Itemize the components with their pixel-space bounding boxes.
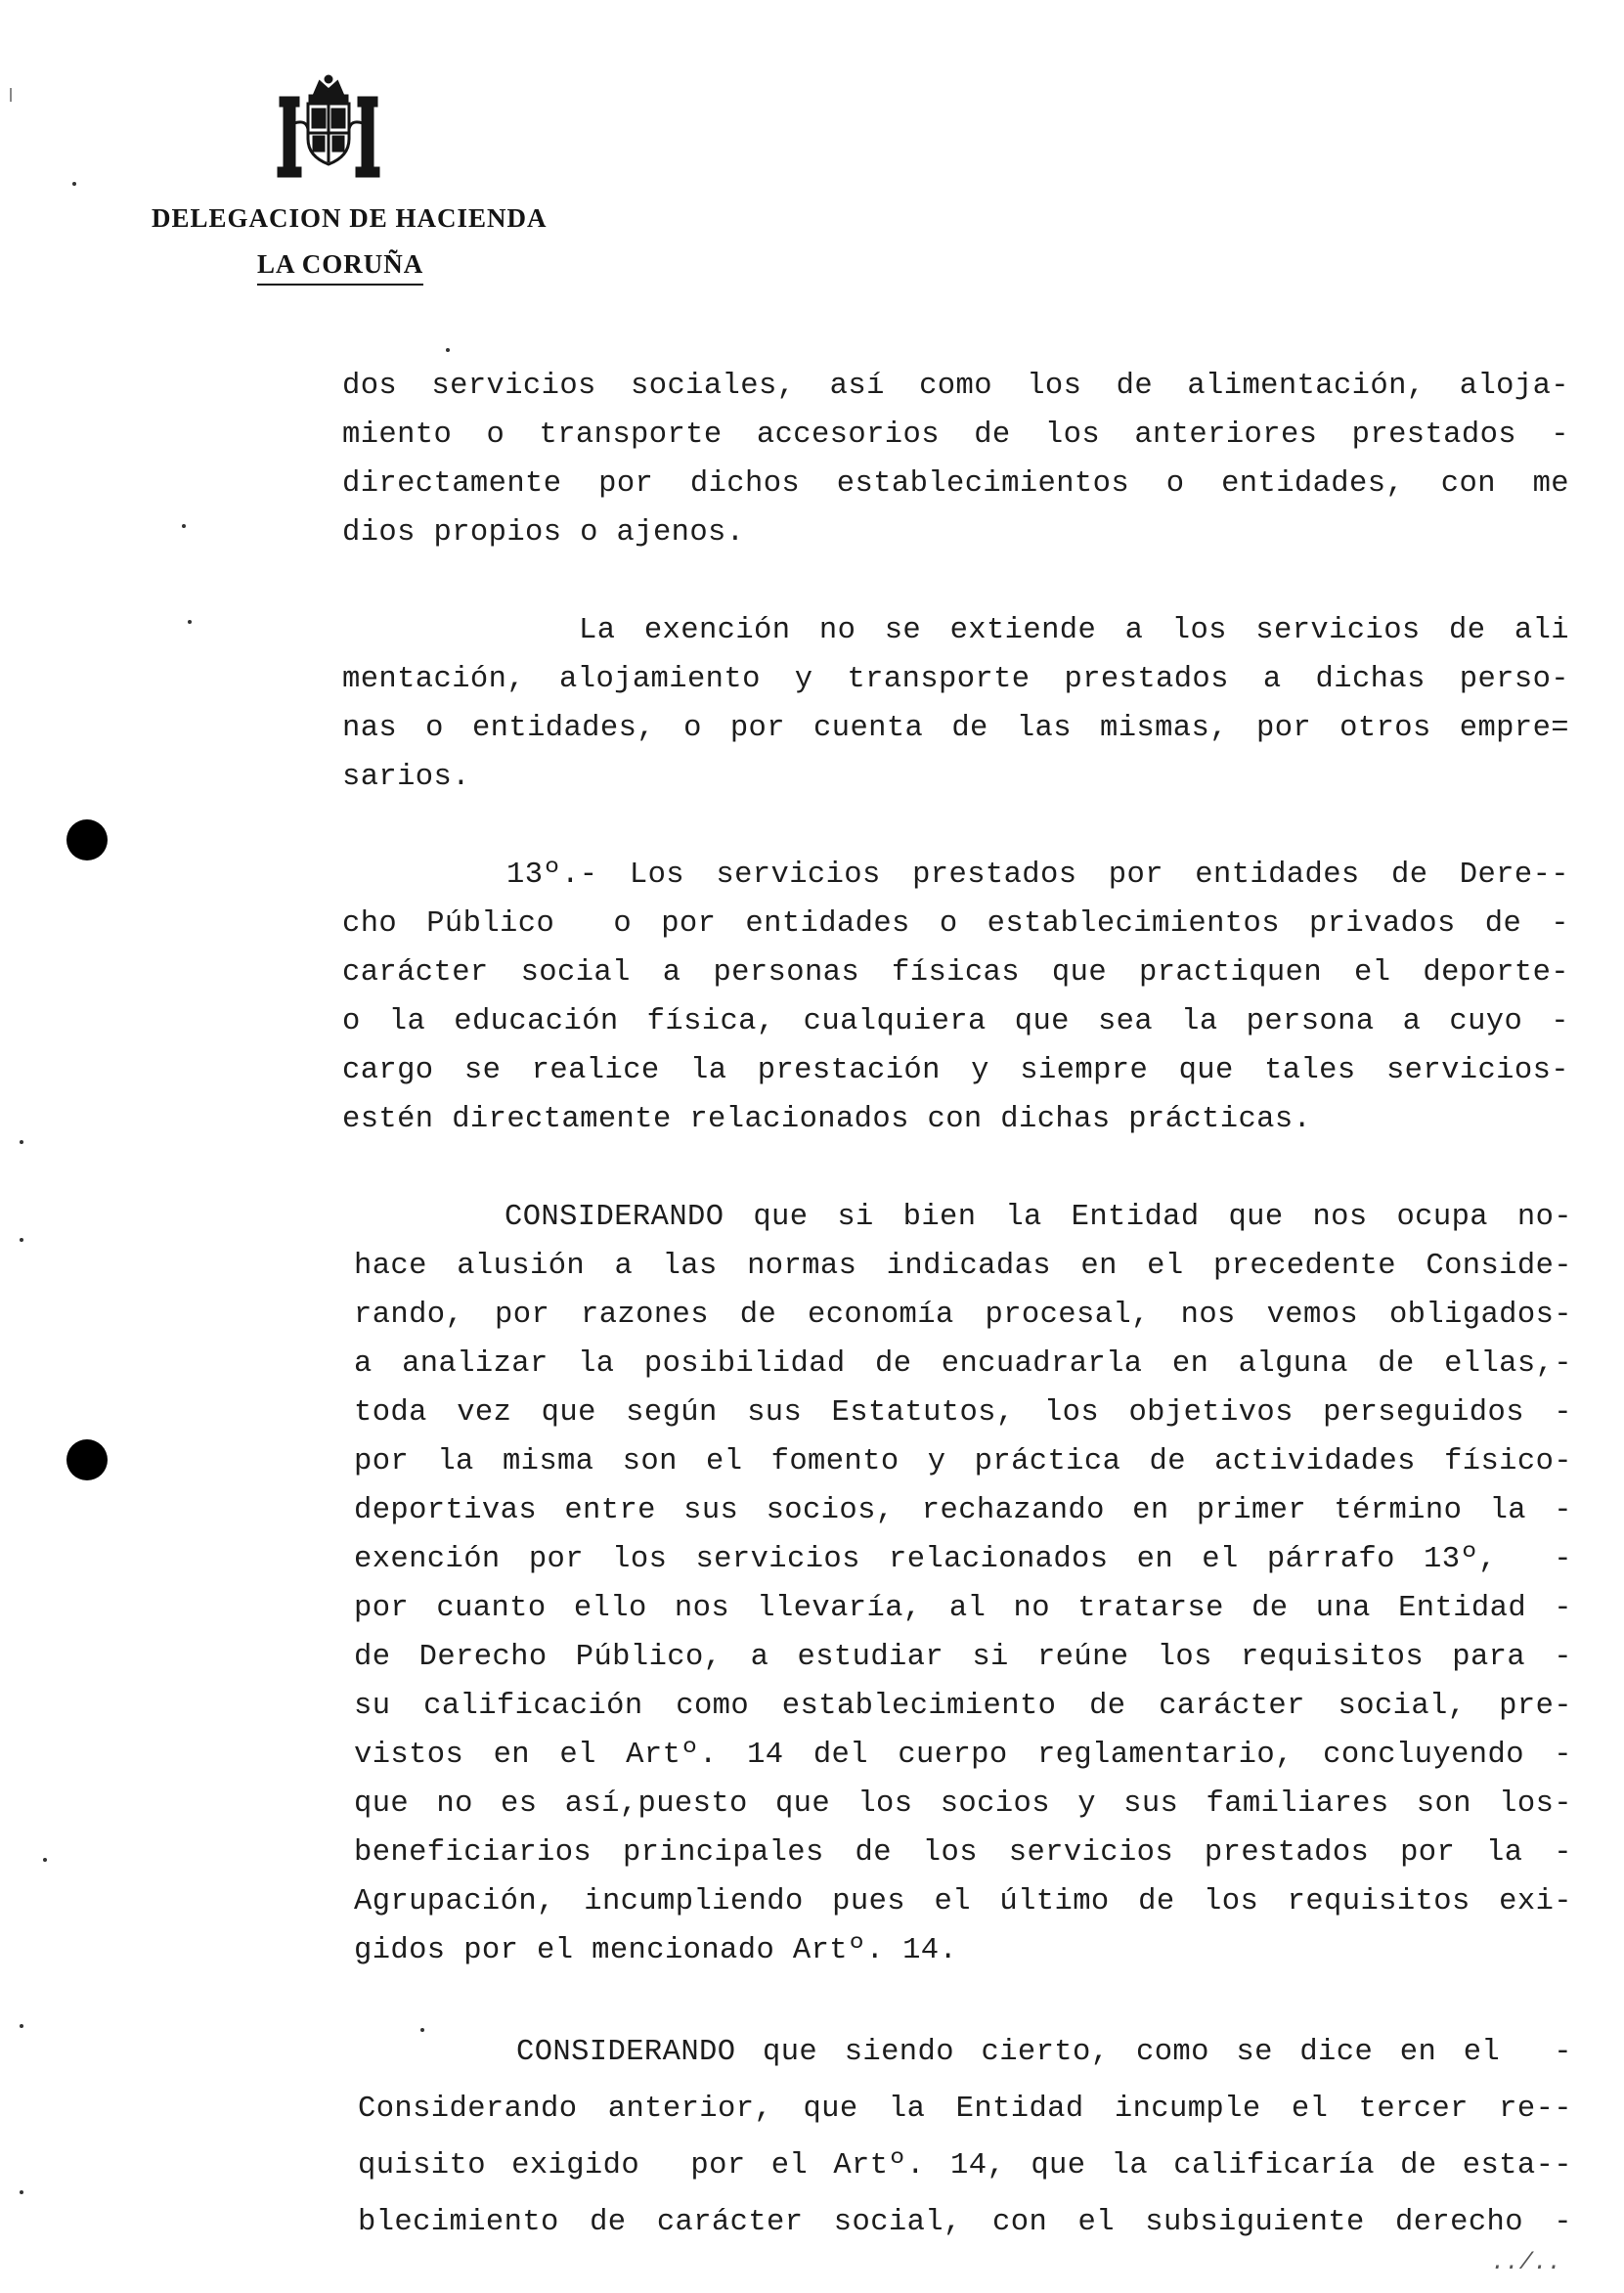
body-line: de Derecho Público, a estudiar si reúne los requisitos para - <box>354 1641 1572 1674</box>
body-line: Considerando anterior, que la Entidad incumple el tercer re-- <box>358 2093 1572 2126</box>
body-line: por cuanto ello nos llevaría, al no tratarse de una Entidad - <box>354 1592 1572 1625</box>
scan-speck <box>20 1238 23 1242</box>
body-line: a analizar la posibilidad de encuadrarla en alguna de ellas,- <box>354 1347 1572 1381</box>
body-line: que no es así,puesto que los socios y sus familiares son los- <box>354 1787 1572 1821</box>
body-line: CONSIDERANDO que si bien la Entidad que nos ocupa no- <box>505 1201 1572 1234</box>
body-line: 13º.- Los servicios prestados por entidades de Dere-- <box>506 859 1569 892</box>
scan-speck <box>188 620 192 624</box>
body-line: quisito exigido por el Artº. 14, que la calificaría de esta-- <box>358 2149 1572 2183</box>
body-line: su calificación como establecimiento de carácter social, pre- <box>354 1690 1572 1723</box>
body-line: hace alusión a las normas indicadas en el precedente Conside- <box>354 1250 1572 1283</box>
punch-hole <box>66 1439 108 1480</box>
body-line: dos servicios sociales, así como los de alimentación, aloja- <box>342 370 1569 403</box>
body-line: estén directamente relacionados con dichas prácticas. <box>342 1103 1312 1136</box>
scan-speck <box>20 1140 23 1144</box>
body-line: nas o entidades, o por cuenta de las mismas, por otros empre= <box>342 712 1569 745</box>
body-line: sarios. <box>342 761 470 794</box>
scan-speck <box>72 182 76 186</box>
body-line: dios propios o ajenos. <box>342 516 745 550</box>
body-line: mentación, alojamiento y transporte prestados a dichas perso- <box>342 663 1569 696</box>
body-line: o la educación física, cualquiera que sea la persona a cuyo - <box>342 1005 1569 1038</box>
body-line: deportivas entre sus socios, rechazando en primer término la - <box>354 1494 1572 1527</box>
body-line: rando, por razones de economía procesal, nos vemos obligados- <box>354 1299 1572 1332</box>
body-line: La exención no se extiende a los servicios de ali <box>579 614 1569 647</box>
scan-speck <box>43 1858 47 1862</box>
body-line: exención por los servicios relacionados en el párrafo 13º, - <box>354 1543 1572 1576</box>
scan-speck <box>420 2028 424 2032</box>
scan-speck <box>182 524 186 528</box>
office-name: DELEGACION DE HACIENDA <box>152 203 548 233</box>
scan-speck <box>20 2024 23 2028</box>
body-line: carácter social a personas físicas que practiquen el deporte- <box>342 956 1569 990</box>
scan-speck <box>20 2190 23 2194</box>
body-line: blecimiento de carácter social, con el subsiguiente derecho - <box>358 2206 1572 2239</box>
scan-mark <box>10 88 12 102</box>
body-line: Agrupación, incumpliendo pues el último de los requisitos exi- <box>354 1885 1572 1918</box>
office-city: LA CORUÑA <box>257 249 423 286</box>
body-line: vistos en el Artº. 14 del cuerpo reglamentario, concluyendo - <box>354 1739 1572 1772</box>
body-line: cargo se realice la prestación y siempre que tales servicios- <box>342 1054 1569 1087</box>
body-line: directamente por dichos establecimientos o entidades, con me <box>342 467 1569 501</box>
body-line: toda vez que según sus Estatutos, los objetivos perseguidos - <box>354 1396 1572 1430</box>
body-line: CONSIDERANDO que siendo cierto, como se dice en el - <box>516 2036 1572 2069</box>
body-line: beneficiarios principales de los servicios prestados por la - <box>354 1836 1572 1870</box>
body-line: cho Público o por entidades o establecimientos privados de - <box>342 907 1569 941</box>
body-line: por la misma son el fomento y práctica de actividades físico- <box>354 1445 1572 1478</box>
continuation-mark: ../.. <box>1491 2250 1562 2276</box>
scan-speck <box>446 348 450 352</box>
body-line: miento o transporte accesorios de los anteriores prestados - <box>342 419 1569 452</box>
punch-hole <box>66 819 108 860</box>
coat-of-arms-emblem <box>277 74 380 184</box>
body-line: gidos por el mencionado Artº. 14. <box>354 1934 958 1967</box>
